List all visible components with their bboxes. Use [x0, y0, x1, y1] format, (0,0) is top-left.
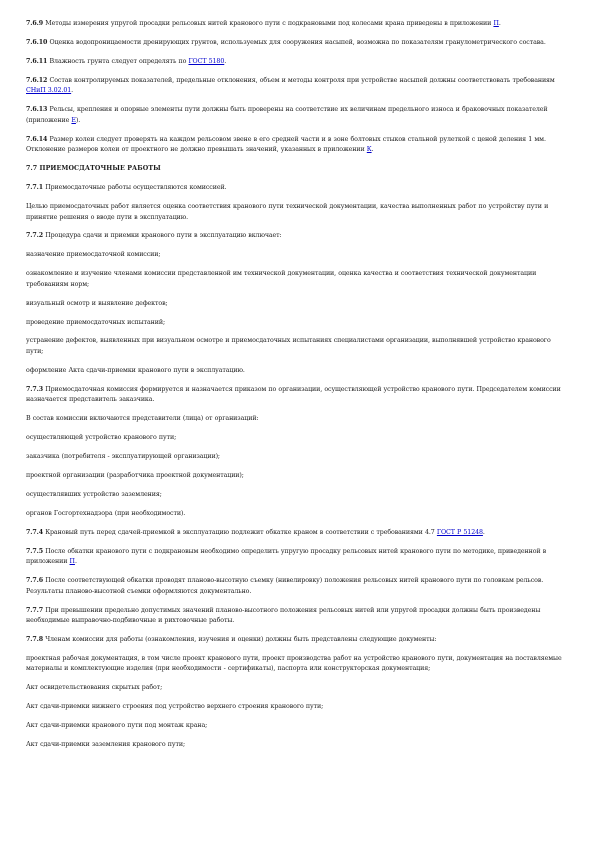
paragraph-tail: . — [224, 57, 227, 65]
paragraph-text: Акт освидетельствования скрытых работ; — [26, 684, 163, 692]
paragraph-text: осуществлявших устройство заземления; — [26, 490, 162, 498]
clause-number: 7.7.3 — [26, 385, 44, 393]
paragraph-text: органов Госгортехнадзора (при необходимости). — [26, 509, 186, 517]
reference-link[interactable]: ГОСТ Р 51248 — [436, 528, 483, 536]
paragraph-text: Целью приемосдаточных работ является оценка соответствия кранового пути технической документации, качества выполненных работ по устройству пути и принятие решения о вводе пути в эксплуатацию. — [26, 202, 549, 221]
paragraph-tail: . — [498, 20, 501, 27]
clause-number: 7.7.1 — [26, 184, 44, 192]
clause-number: 7.6.11 — [26, 57, 48, 65]
clause-number: 7.6.12 — [26, 76, 48, 84]
clause-number: 7.7.5 — [26, 547, 44, 555]
paragraph-tail: ). — [75, 116, 81, 124]
clause-number: 7.6.14 — [26, 135, 48, 143]
paragraph-text: устранение дефектов, выявленных при визуальном осмотре и приемосдаточных испытаниях специалистами организации, выполнявшей устройство кранового пути; — [26, 337, 551, 356]
paragraph — [26, 740, 569, 751]
paragraph — [26, 528, 569, 539]
paragraph-text: Процедура сдачи и приемки кранового пути в эксплуатацию включает: — [43, 232, 282, 240]
paragraph — [26, 299, 569, 310]
paragraph — [26, 433, 569, 444]
reference-link[interactable]: СНиП 3.02.01 — [26, 87, 72, 95]
paragraph — [26, 606, 569, 627]
paragraph-text: Рельсы, крепления и опорные элементы пути должны быть проверены на соответствие их величинам предельного износа и браковочных показателей (приложение — [26, 106, 548, 124]
reference-link[interactable]: ГОСТ 5180 — [188, 57, 225, 65]
paragraph-text: оформление Акта сдачи-приемки кранового пути в эксплуатацию. — [26, 366, 245, 374]
paragraph — [26, 509, 569, 520]
paragraph-tail: . — [482, 528, 485, 536]
paragraph-text: Приемосдаточная комиссия формируется и назначается приказом по организации, осуществляющей устройство кранового пути. Председателем комиссии назначается представитель заказчика. — [26, 385, 561, 404]
paragraph-text: Оценка водопроницаемости дренирующих грунтов, используемых для сооружения насыпей, возможна по показателям гранулометрического состава. — [47, 38, 546, 46]
paragraph-text: Влажность грунта следует определять по — [47, 57, 189, 65]
paragraph-text: Приемосдаточные работы осуществляются комиссией. — [43, 184, 227, 192]
paragraph — [26, 105, 569, 126]
paragraph-text: визуальный осмотр и выявление дефектов; — [26, 299, 168, 307]
paragraph — [26, 452, 569, 463]
paragraph-text: После обкатки кранового пути с подкрановым необходимо определить упругую просадку рельсовых нитей кранового пути по методике, приведенной в приложении — [26, 547, 547, 566]
clause-number: 7.6.13 — [26, 106, 48, 114]
paragraph — [26, 490, 569, 501]
paragraph-text: Акт сдачи-приемки нижнего строения под устройство верхнего строения кранового пути; — [26, 703, 324, 711]
paragraph — [26, 366, 569, 377]
reference-link[interactable]: П — [69, 558, 75, 566]
paragraph-text: Размер колеи следует проверять на каждом рельсовом звене в его средней части и в зоне болтовых стыков стальной рулеткой с ценой деления 1 мм. Отклонение размеров колеи от проектного не должно превышать значений, указанных в приложении — [26, 135, 546, 154]
clause-number: 7.6.9 — [26, 20, 44, 27]
paragraph-text: заказчика (потребителя - эксплуатирующей организации); — [26, 453, 220, 461]
paragraph — [26, 385, 569, 406]
paragraph-text: ознакомление и изучение членами комиссии представленной им технической документации, оценка качества и соответствия технической документации требованиям норм; — [26, 270, 537, 288]
paragraph-text: проектная рабочая документация, в том числе проект кранового пути, проект производства работ на устройство кранового пути, документация на поставляемые материалы и комплектующие изделия (при необходимости - сертификаты), паспорта или конструкторская документация; — [26, 654, 562, 673]
paragraph — [26, 135, 569, 156]
paragraph — [26, 635, 569, 646]
paragraph-text: осуществляющей устройство кранового пути; — [26, 434, 177, 442]
section-heading: 7.7 ПРИЕМОСДАТОЧНЫЕ РАБОТЫ — [26, 165, 161, 173]
clause-number: 7.7.6 — [26, 577, 44, 585]
paragraph-text: В состав комиссии включаются представители (лица) от организаций: — [26, 415, 259, 423]
paragraph — [26, 57, 569, 68]
paragraph — [26, 576, 569, 597]
paragraph — [26, 19, 569, 30]
paragraph-text: Акт сдачи-приемки кранового пути под монтаж крана; — [26, 722, 208, 730]
paragraph — [26, 269, 569, 290]
reference-link[interactable]: К — [366, 146, 372, 154]
paragraph-text: проведение приемосдаточных испытаний; — [26, 318, 165, 326]
paragraph-text: Членам комиссии для работы (ознакомления, изучения и оценки) должны быть представлены следующие документы: — [43, 635, 437, 643]
clause-number: 7.6.10 — [26, 38, 48, 46]
paragraph — [26, 318, 569, 329]
clause-number: 7.7.4 — [26, 528, 44, 536]
paragraph — [26, 471, 569, 482]
paragraph — [26, 250, 569, 261]
paragraph-text: назначение приемосдаточной комиссии; — [26, 251, 161, 259]
paragraph-text: При превышении предельно допустимых значений планово-высотного положения рельсовых нитей или упругой просадки должны быть произведены необходимые выправочно-подбивочные и рихтовочные работы. — [26, 606, 541, 625]
paragraph — [26, 683, 569, 694]
clause-number: 7.7.2 — [26, 232, 44, 240]
paragraph-text: После соответствующей обкатки проводят планово-высотную съемку (нивелировку) положения рельсовых нитей кранового пути по головкам рельсов. Результаты планово-высотной съемки оформляются документально. — [26, 577, 544, 595]
paragraph — [26, 414, 569, 425]
paragraph-text: проектной организации (разработчика проектной документации); — [26, 471, 244, 479]
clause-number: 7.7.7 — [26, 606, 44, 614]
paragraph-text: Крановый путь перед сдачей-приемкой в эксплуатацию подлежит обкатке краном в соответствии с требованиями 4.7 — [43, 528, 437, 536]
paragraph-tail: . — [74, 558, 77, 566]
paragraph-tail: . — [371, 146, 374, 154]
paragraph-tail: . — [71, 87, 74, 95]
paragraph — [26, 76, 569, 97]
paragraph — [26, 336, 569, 357]
paragraph — [26, 231, 569, 242]
reference-link[interactable]: П — [493, 20, 499, 27]
paragraph — [26, 547, 569, 568]
paragraph — [26, 654, 569, 675]
paragraph — [26, 202, 569, 223]
paragraph — [26, 721, 569, 732]
paragraph — [26, 702, 569, 713]
paragraph-text: Состав контролируемых показателей, предельные отклонения, объем и методы контроля при устройстве насыпей должны соответствовать требованиям — [47, 76, 555, 84]
reference-link[interactable]: Е — [71, 116, 76, 124]
paragraph — [26, 38, 569, 49]
paragraph-text: Акт сдачи-приемки заземления кранового пути; — [26, 741, 186, 749]
paragraph-text: Методы измерения упругой просадки рельсовых нитей кранового пути с подкрановыми под колесами крана приведены в приложении — [43, 20, 494, 27]
clause-number: 7.7.8 — [26, 635, 44, 643]
paragraph — [26, 183, 569, 194]
